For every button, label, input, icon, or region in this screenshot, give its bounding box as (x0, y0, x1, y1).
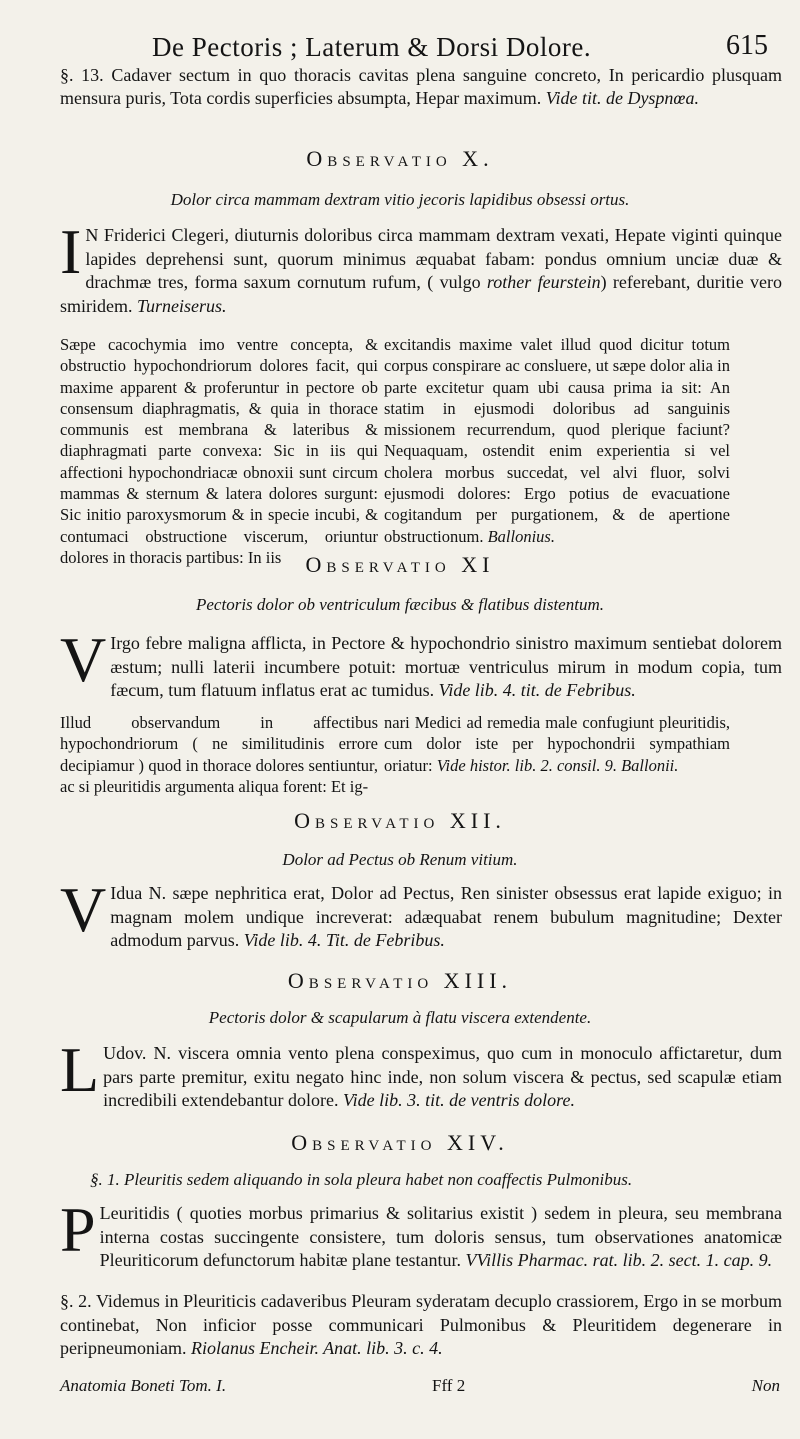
observation-14-paragraph (60, 1194, 782, 1273)
observation-14-text: Leuritidis ( quoties morbus primarius & solitarius existit ) sedem in pleura, seu membrana interna costas succingente consistere, tum doloris sensus, tum observationes anatomicæ Pleuriticorum defunctorum habitæ plane testantur. (99, 1203, 782, 1270)
observation-12-paragraph (60, 874, 782, 953)
observation-10-heading: Observatio X. (306, 146, 494, 171)
drop-cap: L (60, 1034, 100, 1105)
observation-11-paragraph (60, 624, 782, 703)
observation-13-paragraph (60, 1034, 782, 1113)
footer-title: Anatomia Boneti Tom. I. (60, 1376, 227, 1395)
commentary-right-text: excitandis maxime valet illud quod dicitur totum corpus conspirare ac consluere, ut sæpe dolor alia in parte excitetur quam ubi causa prima ia sit: An statim in ejusmodi doloribus ad sanguinis missionem recurrendum, quod plerique faciunt? Nequaquam, ostendit enim experientia si vel cholera morbus succedat, vel alvi fluor, solvi ejusmodi dolores: Ergo potius de evacuatione cogitandum per purgationem, & de apertione obstructionum. (384, 335, 730, 546)
observation-14-paragraph-2 (60, 1290, 782, 1361)
observation-13-reference: Vide lib. 3. tit. de ventris dolore. (343, 1090, 575, 1110)
running-header (60, 32, 774, 68)
observation-11-commentary-right (384, 712, 730, 776)
observation-10-commentary-left (60, 334, 378, 568)
observation-10-text: N Friderici Clegeri, diuturnis doloribus circa mammam dextram vexati, Hepate viginti quinque lapides deprehensi sunt, quorum minimus æquabat fabam: pondus omnium unciæ duæ & drachmæ tres, forma saxum cornutum rufum, ( vulgo (85, 225, 782, 292)
observation-10-text-end: ) referebant, duritie vero smiridem. (60, 272, 783, 316)
observation-11-commentary-left (60, 712, 378, 797)
observation-11-heading: Observatio XI (305, 552, 495, 577)
observation-11-text: Irgo febre maligna afflicta, in Pectore & hypochondrio sinistro maximum sentiebat dolorem æstum; nulli laterii incumbere potuit: mortuæ ventriculus mirum in modum copia, tum fæcum, tum flatuum inflatus erat ac tumidus. (110, 633, 782, 700)
observation-12-subtitle: Dolor ad Pectus ob Renum vitium. (282, 850, 518, 869)
page-title: De Pectoris ; Laterum & Dorsi Dolore. (152, 32, 592, 62)
observation-13-text: Udov. N. viscera omnia vento plena conspeximus, quo cum in monoculo affictaretur, dum pars parte premitur, exitu negato hinc inde, non solum viscera & pectus, sed scapulæ etiam incredibili extendebantur dolore. (103, 1043, 782, 1110)
catchword: Non (751, 1376, 780, 1395)
observation-14-text-2: §. 2. Videmus in Pleuriticis cadaveribus Pleuram syderatam decuplo crassiorem, Ergo in se morbum continebat, Non inficior posse communicari Pulmonibus & Pleuritidem degenerare in peripneumoniam. (60, 1291, 782, 1358)
drop-cap: P (60, 1194, 96, 1265)
drop-cap: V (60, 874, 107, 945)
observation-10-commentary-right (384, 334, 730, 547)
commentary-right-text: nari Medici ad remedia male confugiunt pleuritidis, cum dolor iste per hypochondrii sympathiam oriatur: (384, 713, 730, 775)
signature-mark: Fff 2 (432, 1376, 466, 1395)
observation-10-subtitle: Dolor circa mammam dextram vitio jecoris lapidibus obsessi ortus. (170, 190, 630, 209)
observation-10-paragraph (60, 216, 783, 318)
commentary-right-reference: Vide histor. lib. 2. consil. 9. Ballonii. (436, 755, 679, 775)
observation-12-heading: Observatio XII. (294, 808, 506, 833)
observation-10-reference: Turneiserus. (137, 295, 227, 316)
observation-10-vulgo: rother feurstein (486, 272, 601, 292)
intro-text: §. 13. Cadaver sectum in quo thoracis cavitas plena sanguine concreto, In pericardio plusquam mensura puris, Tota cordis superficies absumpta, Hepar maximum. (60, 65, 782, 108)
observation-13-heading: Observatio XIII. (287, 968, 513, 993)
observation-14-reference-2: Riolanus Encheir. Anat. lib. 3. c. 4. (190, 1338, 443, 1358)
page-number: 615 (726, 30, 768, 61)
intro-reference: Vide tit. de Dyspnœa. (545, 88, 699, 108)
observation-14-subtitle: §. 1. Pleuritis sedem aliquando in sola pleura habet non coaffectis Pulmonibus. (90, 1170, 633, 1189)
commentary-left-text: Illud observandum in affectibus hypochondriorum ( ne similitudinis errore decipiamur ) quod in thorace dolores sentiuntur, ac si pleuritidis argumenta aliqua forent: Et ig- (60, 713, 378, 796)
commentary-left-text: Sæpe cacochymia imo ventre concepta, & obstructio hypochondriorum dolores facit, qui maxime apparent & proferuntur in pectore ob consensum diaphragmatis, & quia in thorace communis est membrana & lateribus & diaphragmati parte convexa: Sic in iis qui affectioni hypochondriacæ obnoxii sunt circum mammas & sternum & latera dolores surgunt: Sic initio paroxysmorum & in specie incubi, & contumaci obstructione viscerum, oriuntur dolores in thoracis partibus: In iis (60, 335, 378, 567)
observation-11-reference: Vide lib. 4. tit. de Febribus. (438, 680, 636, 700)
observation-13-subtitle: Pectoris dolor & scapularum à flatu viscera extendente. (208, 1008, 592, 1027)
observation-12-reference: Vide lib. 4. Tit. de Febribus. (243, 930, 445, 950)
commentary-right-reference: Ballonius. (487, 526, 555, 546)
drop-cap: I (60, 216, 82, 287)
observation-14-heading: Observatio XIV. (291, 1130, 509, 1155)
drop-cap: V (60, 624, 107, 695)
observation-12-text: Idua N. sæpe nephritica erat, Dolor ad Pectus, Ren sinister obsessus erat lapide exiguo; in magnam molem undique increverat: adæquabat renem bubulum magnitudine; Dexter admodum parvus. (110, 883, 782, 950)
intro-paragraph (60, 64, 782, 110)
observation-14-reference: VVillis Pharmac. rat. lib. 2. sect. 1. cap. 9. (465, 1250, 773, 1270)
observation-11-subtitle: Pectoris dolor ob ventriculum fæcibus & flatibus distentum. (196, 595, 604, 614)
page-footer (60, 1376, 780, 1404)
